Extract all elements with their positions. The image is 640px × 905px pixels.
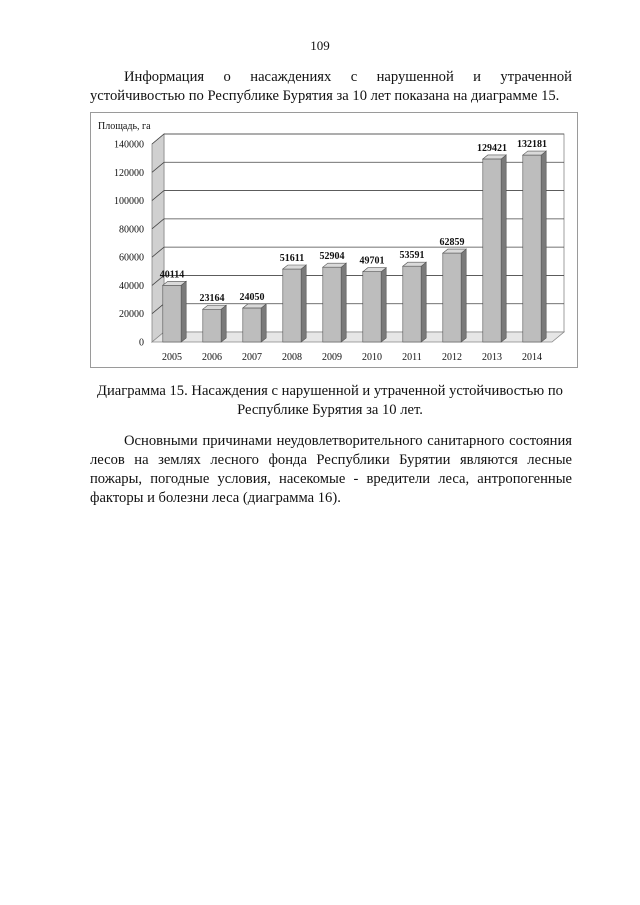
y-axis-title: Площадь, га: [98, 121, 151, 132]
x-tick-label: 2010: [362, 352, 382, 363]
bar: [243, 304, 266, 342]
y-tick-label: 140000: [114, 139, 144, 151]
bar: [163, 281, 186, 342]
reasons-text: Основными причинами неудовлетворительного санитарного состояния лесов на землях лесного фонда Республики Бурятии являются лесные пожары, погодные условия, насекомые - вредители леса, антропогенные факторы и болезни леса (диаграмма 16).: [90, 433, 572, 506]
y-tick-label: 60000: [119, 252, 144, 264]
bar: [323, 263, 346, 342]
intro-text: Информация о насаждениях с нарушенной и утраченной устойчивостью по Республике Бурятия за 10 лет показана на диаграмме 15.: [90, 69, 572, 104]
reasons-paragraph: [90, 432, 572, 508]
y-tick-label: 20000: [119, 309, 144, 321]
x-tick-label: 2008: [282, 352, 302, 363]
bar-side: [261, 304, 266, 342]
bar-side: [181, 281, 186, 342]
y-tick-label: 0: [139, 337, 144, 349]
x-tick-label: 2006: [202, 352, 222, 363]
bar-front: [203, 309, 221, 342]
data-label: 24050: [239, 291, 265, 303]
data-label: 49701: [359, 255, 385, 267]
data-label: 51611: [279, 253, 305, 265]
data-label: 132181: [517, 139, 547, 151]
y-tick-label: 80000: [119, 224, 144, 236]
bar-front: [403, 266, 421, 342]
x-tick-label: 2005: [162, 352, 182, 363]
y-tick-label: 100000: [114, 196, 144, 208]
y-tick-label: 120000: [114, 167, 144, 179]
bar: [443, 249, 466, 342]
data-label: 23164: [199, 293, 225, 305]
bar-front: [483, 159, 501, 342]
bar-side: [341, 263, 346, 342]
x-tick-label: 2009: [322, 352, 342, 363]
x-tick-label: 2011: [402, 352, 422, 363]
bar: [283, 265, 306, 342]
bar-side: [421, 262, 426, 342]
x-tick-label: 2013: [482, 352, 502, 363]
data-label: 40114: [159, 269, 185, 281]
chart-caption: [70, 382, 590, 420]
bar-side: [221, 305, 226, 342]
bar-chart: [90, 112, 578, 368]
data-label: 52904: [319, 251, 345, 263]
bar-front: [443, 253, 461, 342]
data-label: 62859: [439, 237, 465, 249]
bar: [363, 268, 386, 342]
bar: [483, 155, 506, 342]
bar-front: [523, 155, 541, 342]
chart-svg: [90, 112, 578, 368]
x-tick-label: 2014: [522, 352, 542, 363]
bar-front: [363, 272, 381, 342]
bar: [523, 151, 546, 342]
bar-front: [163, 285, 181, 342]
bar: [203, 305, 226, 342]
bar-front: [283, 269, 301, 342]
caption-line-2: Республике Бурятия за 10 лет.: [237, 402, 423, 418]
bar-side: [501, 155, 506, 342]
bar-side: [461, 249, 466, 342]
bar-front: [323, 267, 341, 342]
intro-paragraph: [90, 68, 572, 106]
bar-side: [381, 268, 386, 342]
bar: [403, 262, 426, 342]
x-tick-label: 2007: [242, 352, 262, 363]
bar-side: [541, 151, 546, 342]
x-tick-label: 2012: [442, 352, 462, 363]
bar-front: [243, 308, 261, 342]
data-label: 53591: [399, 250, 425, 262]
bar-side: [301, 265, 306, 342]
side-wall: [152, 134, 164, 342]
caption-line-1: Диаграмма 15. Насаждения с нарушенной и утраченной устойчивостью по: [97, 383, 563, 399]
y-tick-label: 40000: [119, 280, 144, 292]
page-number: 109: [310, 38, 330, 53]
data-label: 129421: [477, 142, 507, 154]
